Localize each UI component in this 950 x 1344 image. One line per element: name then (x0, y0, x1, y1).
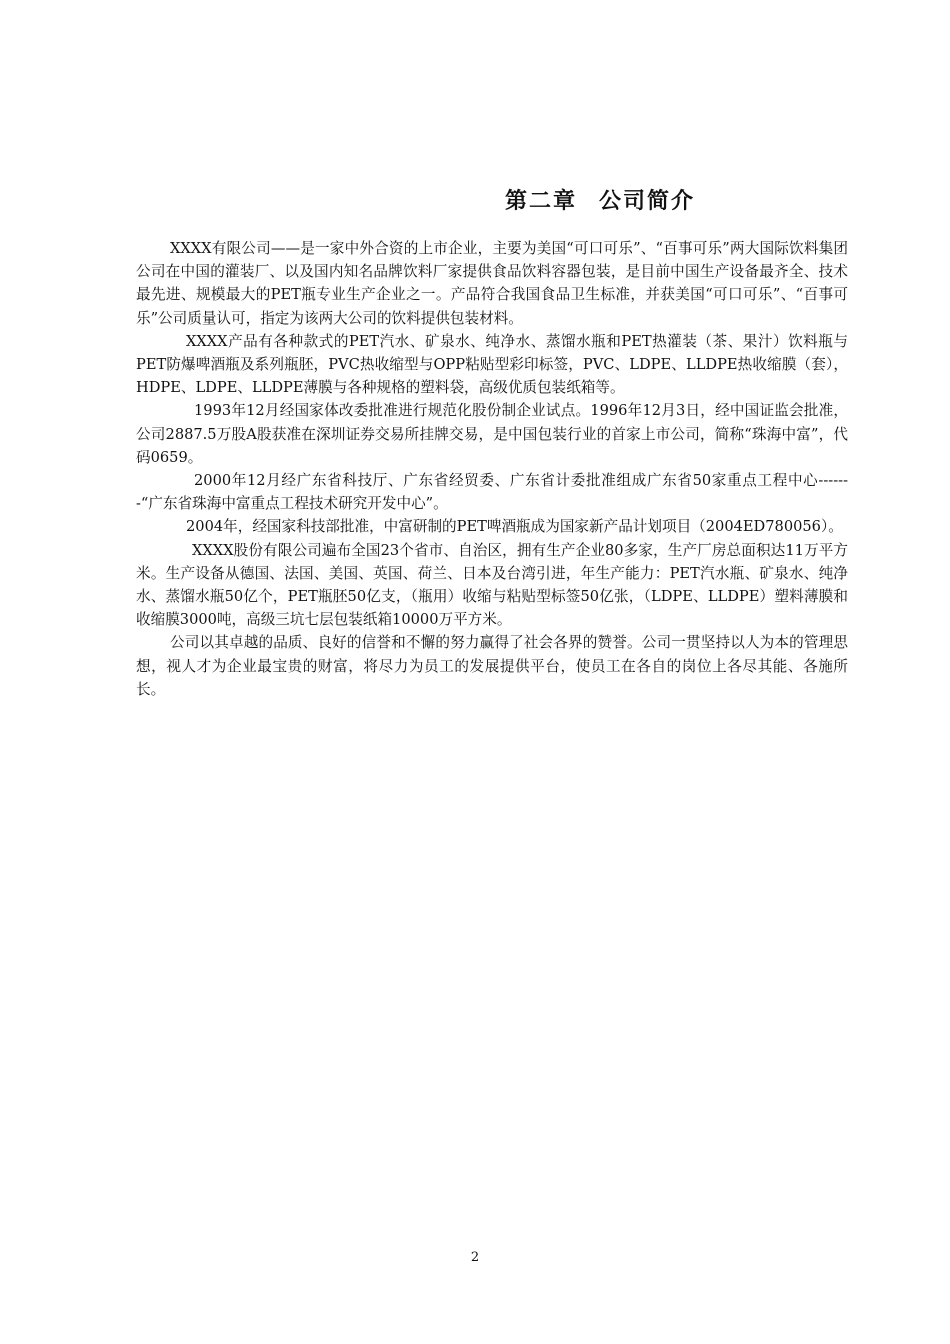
chapter-body (136, 237, 848, 701)
chapter-title (430, 184, 770, 215)
paragraph-production-capacity: XXXX股份有限公司遍布全国23个省市、自治区，拥有生产企业80多家，生产厂房总面积达11万平方米。生产设备从德国、法国、美国、英国、荷兰、日本及台湾引进，年生产能力：PET汽水瓶、矿泉水、纯净水、蒸馏水瓶50亿个，PET瓶胚50亿支，（瓶用）收缩与粘贴型标签50亿张，（LDPE、LLDPE）塑料薄膜和收缩膜3000吨，高级三坑七层包装纸箱10000万平方米。 (136, 541, 848, 629)
paragraph-management-philosophy: 公司以其卓越的品质、良好的信誉和不懈的努力赢得了社会各界的赞誉。公司一贯坚持以人为本的管理思想，视人才为企业最宝贵的财富，将尽力为员工的发展提供平台，使员工在各自的岗位上各尽其能、各施所长。 (136, 634, 848, 698)
paragraph-engineering-center: 2000年12月经广东省科技厅、广东省经贸委、广东省计委批准组成广东省50家重点工程中心-------“广东省珠海中富重点工程技术研究开发中心”。 (136, 472, 848, 513)
paragraph-company-overview: XXXX有限公司——是一家中外合资的上市企业，主要为美国“可口可乐”、“百事可乐”两大国际饮料集团公司在中国的灌装厂、以及国内知名品牌饮料厂家提供食品饮料容器包装，是目前中国生产设备最齐全、技术最先进、规模最大的PET瓶专业生产企业之一。产品符合我国食品卫生标准，并获美国“可口可乐”、“百事可乐”公司质量认可，指定为该两大公司的饮料提供包装材料。 (136, 240, 848, 327)
chapter-number: 第二章 (504, 188, 577, 214)
paragraph-listing-history: 1993年12月经国家体改委批准进行规范化股份制企业试点。1996年12月3日，经中国证监会批准，公司2887.5万股A股获准在深圳证券交易所挂牌交易，是中国包装行业的首家上市公司，简称“珠海中富”，代码0659。 (136, 402, 848, 466)
chapter-name: 公司简介 (599, 188, 696, 214)
paragraph-products: XXXX产品有各种款式的PET汽水、矿泉水、纯净水、蒸馏水瓶和PET热灌装（茶、果汁）饮料瓶与PET防爆啤酒瓶及系列瓶胚，PVC热收缩型与OPP粘贴型彩印标签，PVC、LDPE、LLDPE热收缩膜（套），HDPE、LDPE、LLDPE薄膜与各种规格的塑料袋，高级优质包装纸箱等。 (136, 332, 848, 397)
page-number: 2 (470, 1250, 480, 1265)
paragraph-new-product-project: 2004年，经国家科技部批准，中富研制的PET啤酒瓶成为国家新产品计划项目（2004ED780056）。 (186, 518, 843, 536)
